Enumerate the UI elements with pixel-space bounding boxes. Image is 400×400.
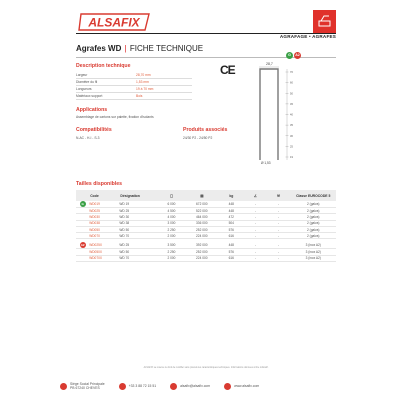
table-cell: - [266,201,290,208]
product-name: Agrafes WD [76,44,122,53]
table-cell: - [244,233,266,239]
category-tab [313,10,336,33]
table-cell: - [244,220,266,226]
sizes-body [76,201,336,262]
table-cell: 224 000 [185,255,218,261]
table-cell: 504 [218,220,244,226]
table-cell: - [244,214,266,220]
table-cell: - [244,201,266,208]
col-code: Code [89,190,119,201]
table-cell: 6 000 [158,201,186,208]
product-code: WD050 [89,226,119,232]
product-code: WD070 [89,233,119,239]
title-separator: | [124,44,127,53]
table-cell: 252 000 [185,226,218,232]
table-cell: 464 000 [185,214,218,220]
tick-label: 40 [290,113,293,117]
angle-icon: ∠ [253,193,257,198]
table-cell: 3 000 [158,220,186,226]
brand-name: ALSAFIX [88,15,140,30]
applications-heading: Applications [76,107,108,113]
page-title [76,44,203,53]
product-code: WD019 [89,201,119,208]
table-cell: - [266,220,290,226]
spec-table [76,72,192,100]
table-cell: 2 250 [158,249,186,255]
table-cell: 3 500 [158,242,186,249]
ce-mark: CE [220,63,235,77]
table-cell: - [244,249,266,255]
table-cell: WD 25 [119,208,157,214]
width-dimension-label: 28,7 [266,62,273,66]
table-cell: 2 (galva) [290,226,336,232]
table-cell: 2 (galva) [290,214,336,220]
inox-badge: A2 [80,243,85,248]
table-cell: 336 000 [185,220,218,226]
table-cell: - [266,255,290,261]
sizes-table [76,190,336,262]
tick-label: 19 [290,156,293,159]
length-ticks [286,70,294,159]
table-cell: 3 (inox A2) [290,249,336,255]
col-weight: kg [218,190,244,201]
stapler-icon [313,10,336,33]
tick-label: 35 [290,124,293,128]
table-cell: 4 000 [158,214,186,220]
table-cell: 2 250 [158,226,186,232]
spec-row: Diamètre du fil 1,53 mm [76,79,192,86]
galvanized-badge: G [81,202,84,206]
col-box-qty [158,190,186,201]
table-cell: 2 (galva) [290,233,336,239]
produits-text: 24/30 P2 - 24/50 P2 [183,136,213,140]
compatibilites-text: N-AC - H-I - S-3 [76,136,100,140]
tick-label: 45 [290,102,293,106]
col-tool [266,190,290,201]
table-cell: 448 [218,208,244,214]
spec-row: Longueurs 19 à 70 mm [76,86,192,93]
spec-row: Matériaux support Bois [76,93,192,100]
col-designation: Désignation [119,190,157,201]
email-icon [170,383,177,390]
table-cell: WD 70 [119,255,157,261]
table-cell: WD 50 [119,249,157,255]
table-cell: WD 50 [119,226,157,232]
table-cell: 2 (galva) [290,208,336,214]
table-cell: 448 [218,242,244,249]
table-cell: 3 (inox A2) [290,255,336,261]
product-code: WD050X [89,249,119,255]
product-code: WD038 [89,220,119,226]
product-code: WD070X [89,255,119,261]
table-cell: - [244,255,266,261]
table-cell: 4 500 [158,208,186,214]
table-cell: 616 [218,233,244,239]
table-cell: 472 [218,214,244,220]
table-cell: WD 19 [119,201,157,208]
diameter-label: Ø 1,53 [261,161,271,165]
inox-badge: A2 [295,53,300,57]
alsafix-logo [77,11,153,33]
table-cell: - [244,242,266,249]
table-header-row [76,190,336,201]
table-cell: - [266,242,290,249]
table-cell: WD 25 [119,242,157,249]
table-row [76,255,336,261]
sheet-type: FICHE TECHNIQUE [129,44,204,53]
phone-icon [119,383,126,390]
produits-heading: Produits associés [183,127,228,133]
description-heading: Description technique [76,63,131,69]
spec-row: Largeur 28,70 mm [76,72,192,79]
footer-email[interactable]: alsafix@alsafix.com [170,383,210,390]
table-cell: 3 (inox A2) [290,242,336,249]
table-cell: - [244,208,266,214]
table-cell: WD 70 [119,233,157,239]
table-cell: - [266,226,290,232]
table-cell: WD 30 [119,214,157,220]
table-cell: - [266,208,290,214]
footer-address: Siège Social Principale PB 67240 CHEVES [60,382,105,390]
applications-text: Assemblage de cartons sur palette, fixation d'isolants [76,115,154,119]
box-icon: ▢ [169,193,174,198]
staple-drawing [257,60,297,165]
footer-website[interactable]: www.alsafix.com [224,383,259,390]
globe-icon [224,383,231,390]
col-eurocode: Classe EUROCODE 5 [290,190,336,201]
tick-label: 50 [290,92,293,96]
compatibilites-heading: Compatibilités [76,127,112,133]
product-code: WD025X [89,242,119,249]
table-cell: - [266,249,290,255]
staple-outline [260,69,278,160]
table-cell: - [266,233,290,239]
col-angle [244,190,266,201]
table-cell: 392 000 [185,242,218,249]
table-cell: 522 000 [185,208,218,214]
product-code: WD025 [89,208,119,214]
table-cell: 252 000 [185,249,218,255]
disclaimer: ALSAFIX se réserve le droit de modifier sans préavis les caractéristiques techniques. Informations données à titre indicatif. [143,367,269,369]
table-cell: 672 000 [185,201,218,208]
pallet-icon: ▤ [200,193,204,198]
tick-label: 60 [290,81,293,85]
table-cell: 576 [218,226,244,232]
category-label: AGRAFAGE • AGRAFES [279,34,336,39]
table-cell: - [266,214,290,220]
tool-icon: ⚒ [276,193,280,198]
table-cell: 576 [218,249,244,255]
tick-label: 30 [290,134,293,138]
product-code: WD030 [89,214,119,220]
table-cell: - [244,226,266,232]
location-icon [60,383,67,390]
table-cell: 2 (galva) [290,201,336,208]
sizes-heading: Tailles disponibles [76,181,123,187]
table-cell: 2 000 [158,233,186,239]
table-cell: 448 [218,201,244,208]
galvanized-badge: G [286,52,293,59]
table-cell: 2 000 [158,255,186,261]
col-pallet-qty [185,190,218,201]
footer [60,380,360,392]
table-cell: WD 38 [119,220,157,226]
footer-phone[interactable]: +33 3 88 72 15 51 [119,383,156,390]
table-cell: 616 [218,255,244,261]
table-cell: 2 (galva) [290,220,336,226]
tick-label: 70 [290,71,293,74]
table-cell: 224 000 [185,233,218,239]
tick-label: 25 [290,145,293,149]
